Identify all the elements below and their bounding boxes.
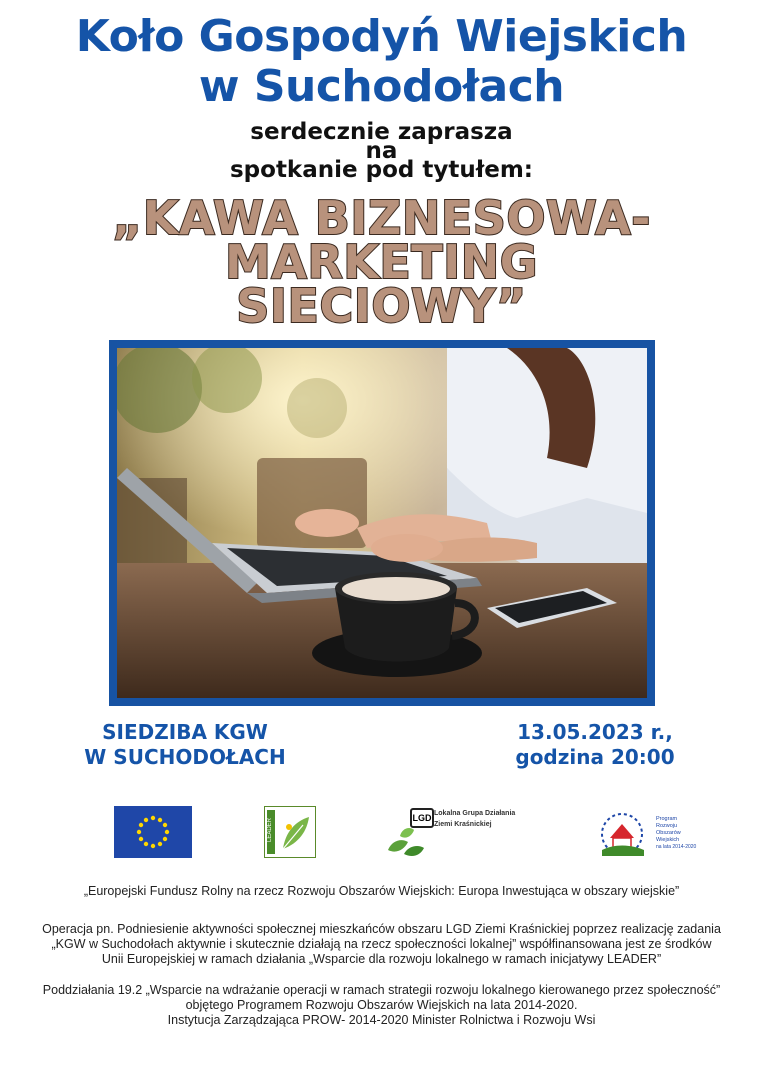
lgd-leaves-icon xyxy=(384,824,426,860)
event-time: godzina 20:00 xyxy=(515,745,675,769)
prow-line4: Wiejskich xyxy=(656,837,680,843)
prow-line5: na lata 2014-2020 xyxy=(656,844,697,850)
headline-line3: SIECIOWY” xyxy=(236,279,527,333)
headline-line2: MARKETING xyxy=(224,235,539,289)
leader-logo-text: LEADER xyxy=(267,818,273,843)
page-title-line2: w Suchodołach xyxy=(198,61,565,112)
prow-line2: Rozwoju xyxy=(656,823,678,829)
lgd-name-line2: Ziemi Kraśnickiej xyxy=(434,821,492,828)
prow-line3: Obszarów xyxy=(656,830,681,836)
event-place-line1: SIEDZIBA KGW xyxy=(102,720,268,744)
lgd-abbr: LGD xyxy=(410,808,434,828)
footer-measure-line2: objętego Programem Rozwoju Obszarów Wiejskich na lata 2014-2020. xyxy=(185,998,578,1012)
lgd-name-line1: Lokalna Grupa Działania xyxy=(434,810,516,817)
laptop-coffee-illustration xyxy=(117,348,647,698)
eu-flag-logo xyxy=(114,806,192,858)
headline-line1: „KAWA BIZNESOWA- xyxy=(112,191,651,245)
event-photo xyxy=(109,340,655,706)
prow-logo xyxy=(596,802,697,862)
footer-fund-text: „Europejski Fundusz Rolny na rzecz Rozwoju Obszarów Wiejskich: Europa Inwestująca w obszary wiejskie” xyxy=(83,884,680,898)
footer-measure-line3: Instytucja Zarządzająca PROW- 2014-2020 Minister Rolnictwa i Rozwoju Wsi xyxy=(167,1013,596,1027)
invite-line3: spotkanie pod tytułem: xyxy=(229,157,534,183)
page-title-line1: Koło Gospodyń Wiejskich xyxy=(75,11,688,62)
invite-line1: serdecznie zaprasza xyxy=(250,119,513,145)
leaf-icon xyxy=(279,813,313,853)
footer-operation-line1: Operacja pn. Podniesienie aktywności społecznej mieszkańców obszaru LGD Ziemi Kraśnickiej poprzez realizację zadania xyxy=(42,922,721,936)
event-place-line2: W SUCHODOŁACH xyxy=(84,745,286,769)
event-date: 13.05.2023 r., xyxy=(517,720,673,744)
prow-emblem-icon xyxy=(596,806,652,860)
prow-line1: Program xyxy=(656,816,678,822)
invite-line2: na xyxy=(365,138,398,164)
footer-measure-line1: Poddziałania 19.2 „Wsparcie na wdrażanie operacji w ramach strategii rozwoju lokalnego kierowanego przez społeczność” xyxy=(42,983,721,997)
leader-logo xyxy=(264,806,316,858)
footer-operation-line3: Unii Europejskiej w ramach działania „Wsparcie dla rozwoju lokalnego w ramach inicjatywy LEADER” xyxy=(101,952,662,966)
lgd-logo xyxy=(384,806,534,860)
footer-operation-line2: „KGW w Suchodołach aktywnie i skutecznie działają na rzecz społeczności lokalnej” współfinansowana jest ze środków xyxy=(51,937,712,951)
eu-stars-icon xyxy=(114,806,192,858)
